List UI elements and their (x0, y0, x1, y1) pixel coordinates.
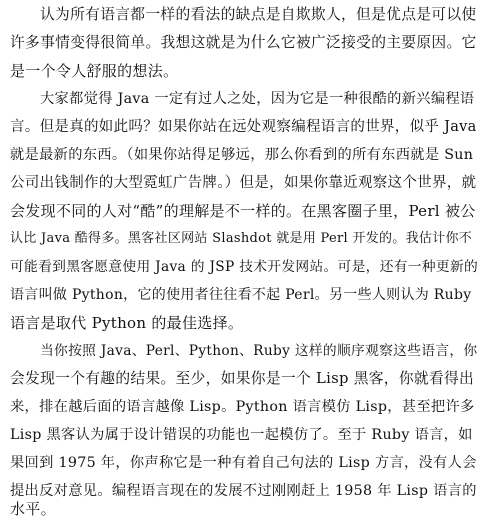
text-line: Lisp 黑客认为属于设计错误的功能也一起模仿了。至于 Ruby 语言，如 (10, 427, 473, 443)
text-line: 就是最新的东西。（如果你站得足够远，那么你看到的所有东西就是 Sun (10, 147, 474, 163)
text-line: 当你按照 Java、Perl、Python、Ruby 这样的顺序观察这些语言，你 (40, 343, 478, 359)
text-line: 提出反对意见。编程语言现在的发展不过刚刚赶上 1958 年 Lisp 语言的 (10, 483, 477, 499)
text-line: 大家都觉得 Java 一定有过人之处，因为它是一种很酷的新兴编程语 (40, 91, 475, 107)
text-line: 会发现不同的人对“酷”的理解是不一样的。在黑客圈子里，Perl 被公 (10, 202, 476, 220)
text-line: 许多事情变得很简单。我想这就是为什么它被广泛接受的主要原因。它 (10, 34, 477, 51)
text-line: 认比 Java 酷得多。黑客社区网站 Slashdot 就是用 Perl 开发的。我估计你不 (10, 231, 473, 246)
text-line: 水平。 (10, 500, 56, 518)
text-line: 可能看到黑客愿意使用 Java 的 JSP 技术开发网站。可是，还有一种更新的 (10, 259, 479, 275)
text-line: 来，排在越后面的语言越像 Lisp。Python 语言模仿 Lisp，甚至把许多 (10, 399, 475, 415)
text-line: 果回到 1975 年，你声称它是一种有着自己句法的 Lisp 方言，没有人会 (10, 455, 477, 471)
text-line: 是一个令人舒服的想法。 (10, 62, 179, 80)
text-line: 语言是取代 Python 的最佳选择。 (10, 314, 244, 332)
text-line: 公司出钱制作的大型霓虹广告牌。）但是，如果你靠近观察这个世界，就 (10, 175, 477, 191)
text-line: 会发现一个有趣的结果。至少，如果你是一个 Lisp 黑客，你就看得出 (10, 370, 475, 387)
text-line: 言。但是真的如此吗？如果你站在远处观察编程语言的世界，似乎 Java (10, 119, 477, 135)
text-line: 认为所有语言都一样的看法的缺点是自欺欺人，但是优点是可以使 (40, 6, 477, 23)
text-line: 语言叫做 Python，它的使用者往往看不起 Perl。另一些人则认为 Ruby (10, 287, 472, 303)
